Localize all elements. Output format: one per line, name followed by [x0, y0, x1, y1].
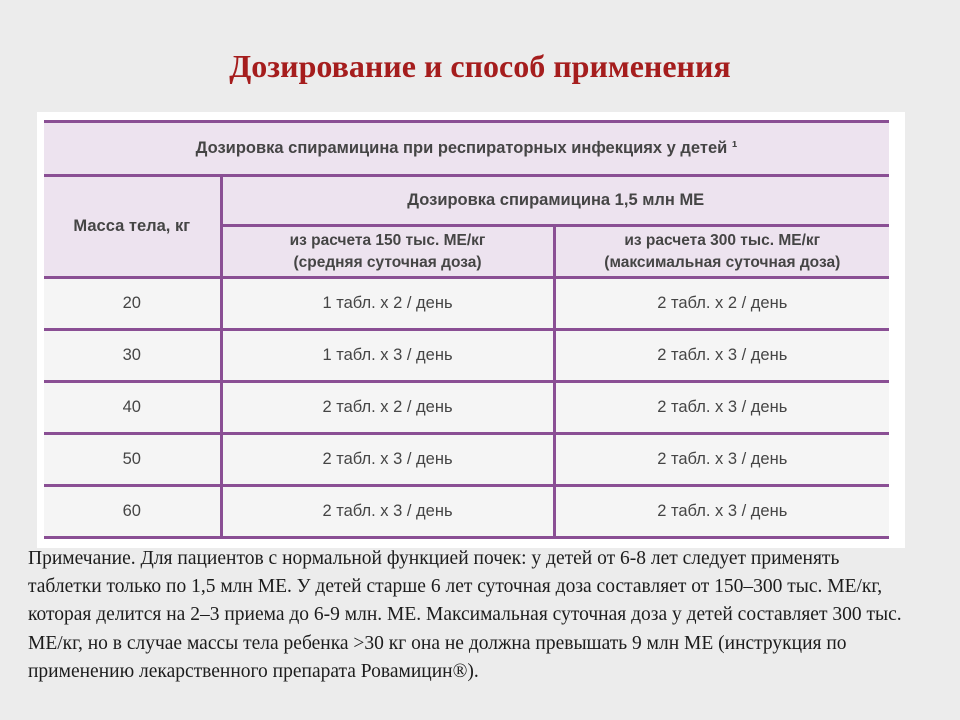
table-row — [44, 434, 889, 486]
dosage-table-panel — [37, 112, 905, 548]
cell-max-dose: 2 табл. х 3 / день — [554, 330, 889, 382]
cell-average-dose: 1 табл. х 2 / день — [221, 278, 554, 330]
cell-max-dose: 2 табл. х 3 / день — [554, 486, 889, 538]
column-group-header: Дозировка спирамицина 1,5 млн МЕ — [221, 176, 889, 226]
column-header-max-dose — [554, 226, 889, 278]
cell-mass: 40 — [44, 382, 221, 434]
cell-mass: 20 — [44, 278, 221, 330]
table-row — [44, 278, 889, 330]
cell-max-dose: 2 табл. х 2 / день — [554, 278, 889, 330]
cell-average-dose: 1 табл. х 3 / день — [221, 330, 554, 382]
cell-max-dose: 2 табл. х 3 / день — [554, 382, 889, 434]
cell-mass: 50 — [44, 434, 221, 486]
column-header-average-dose-line2: (средняя суточная доза) — [293, 253, 482, 271]
table-row — [44, 382, 889, 434]
dosage-table — [44, 120, 889, 539]
cell-max-dose: 2 табл. х 3 / день — [554, 434, 889, 486]
slide-title: Дозирование и способ применения — [229, 48, 731, 84]
column-header-average-dose-line1: из расчета 150 тыс. МЕ/кг — [289, 231, 486, 249]
cell-mass: 60 — [44, 486, 221, 538]
table-row — [44, 486, 889, 538]
cell-mass: 30 — [44, 330, 221, 382]
column-header-average-dose — [221, 226, 554, 278]
column-header-max-dose-line2: (максимальная суточная доза) — [604, 253, 841, 271]
table-caption: Дозировка спирамицина при респираторных инфекциях у детей ¹ — [44, 122, 889, 176]
cell-average-dose: 2 табл. х 3 / день — [221, 434, 554, 486]
column-header-max-dose-line1: из расчета 300 тыс. МЕ/кг — [624, 231, 821, 249]
cell-average-dose: 2 табл. х 3 / день — [221, 486, 554, 538]
table-row — [44, 330, 889, 382]
column-header-mass: Масса тела, кг — [44, 176, 221, 278]
cell-average-dose: 2 табл. х 2 / день — [221, 382, 554, 434]
footnote-text: Примечание. Для пациентов с нормальной функцией почек: у детей от 6-8 лет следует применять таблетки только по 1,5 млн МЕ. У детей старше 6 лет суточная доза составляет от 150–300 тыс. МЕ/кг, которая делится на 2–3 приема до 6-9 млн. МЕ. Максимальная суточная доза у детей составляет 300 тыс. МЕ/кг, но в случае массы тела ребенка >30 кг она не должна превышать 9 млн МЕ (инструкция по применению лекарственного препарата Ровамицин®). — [28, 548, 902, 682]
